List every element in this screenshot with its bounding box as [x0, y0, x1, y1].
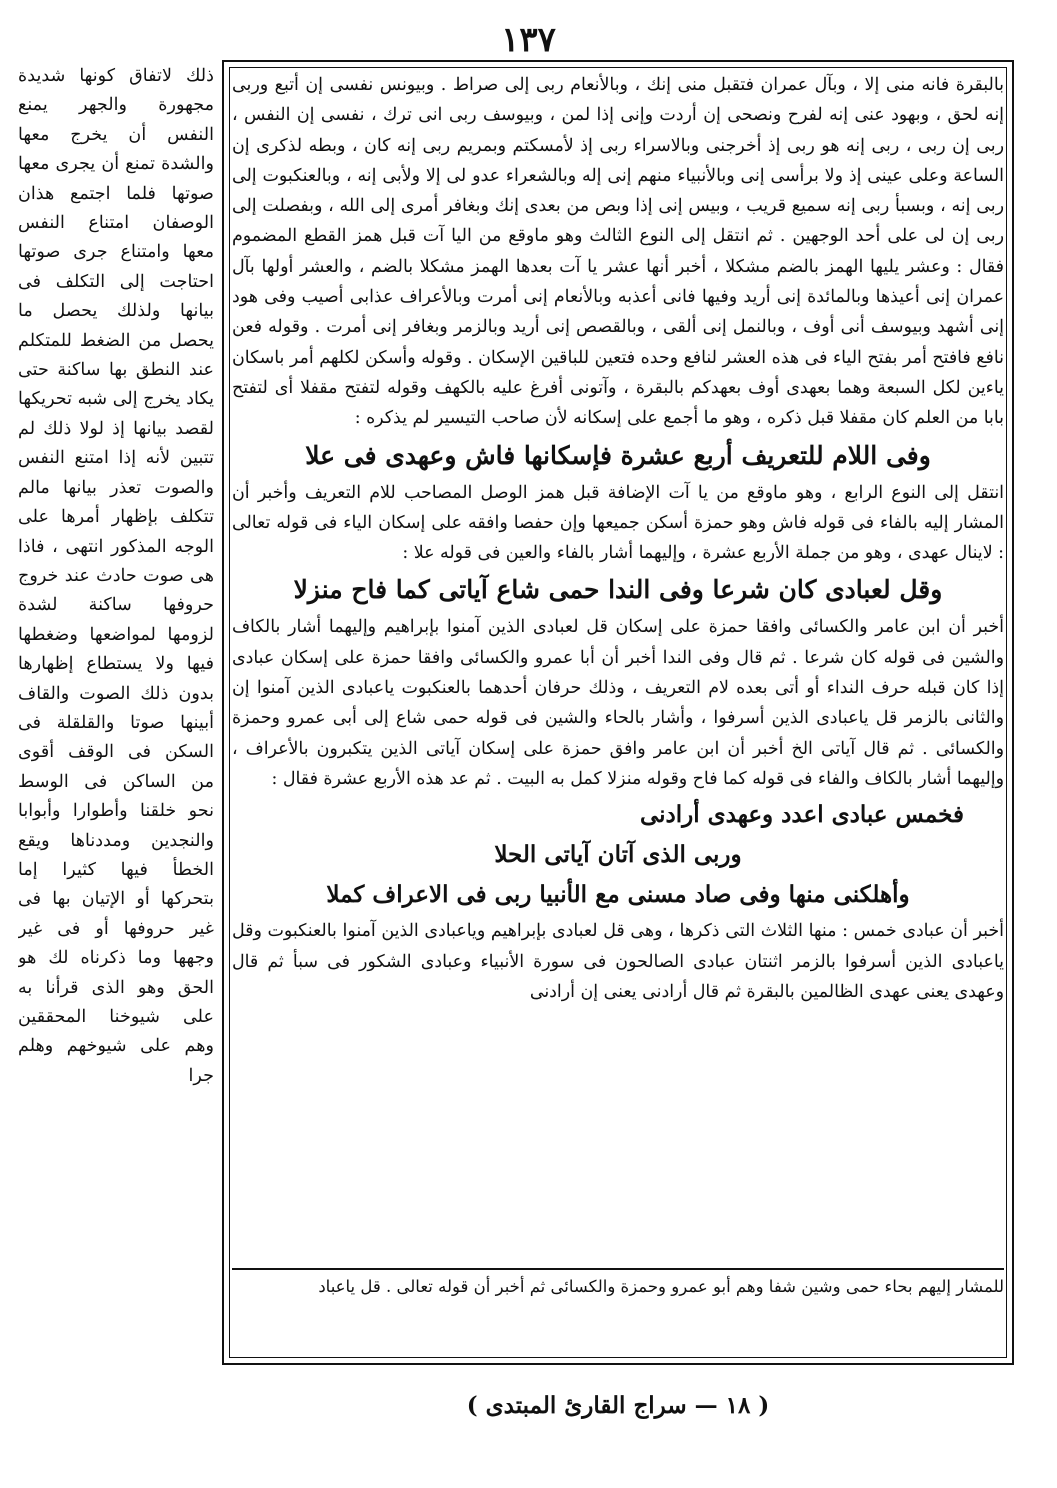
- footnote-text: للمشار إليهم بحاء حمى وشين شفا وهم أبو عمرو وحمزة والكسائى ثم أخبر أن قوله تعالى . قل ياعباد: [318, 1277, 1004, 1296]
- paragraph-2: انتقل إلى النوع الرابع ، وهو ماوقع من يا آت الإضافة قبل همز الوصل المصاحب للام التعريف وأخبر أن المشار إليه بالفاء فى قوله فاش وهو حمزة أسكن جميعها وإن حفصا وافقه على إسكان الياء فى قوله تعالى : لاينال عهدى ، وهو من جملة الأربع عشرة ، وإليهما أشار بالفاء والعين فى قوله علا :: [232, 482, 1004, 564]
- margin-text: ذلك لاتفاق كونها شديدة مجهورة والجهر يمنع النفس أن يخرج معها والشدة تمنع أن يجرى معها صوتها فلما اجتمع هذان الوصفان امتناع النفس معها وامتناع جرى صوتها احتاجت إلى التكلف فى بيانها ولذلك يحصل ما يحصل من الضغط للمتكلم عند النطق بها ساكنة حتى يكاد يخرج إلى شبه تحريكها لقصد بيانها إذ لولا ذلك لم تتبين لأنه إذا امتنع النفس والصوت تعذر بيانها مالم تتكلف بإظهار أمرها على الوجه المذكور انتهى ، فاذا هى صوت حادث عند خروج حروفها ساكنة لشدة لزومها لمواضعها وضغطها فيها ولا يستطاع إظهارها بدون ذلك الصوت والقاف أبينها صوتا والقلقلة فى السكن فى الوقف أقوى من الساكن فى الوسط نحو خلقنا وأطوارا وأبوابا والنجدين ومددناها ويقع الخطأ فيها كثيرا إما بتحركها أو الإتيان بها فى غير حروفها أو فى غير وجهها وما ذكرناه لك هو الحق وهو الذى قرأنا به على شيوخنا المحققين وهم على شيوخهم وهلم جرا: [18, 66, 214, 1086]
- margin-commentary: [18, 62, 214, 1367]
- paragraph-3: أخبر أن ابن عامر والكسائى وافقا حمزة على إسكان قل لعبادى الذين آمنوا بإبراهيم وإليهما أشار بالكاف والشين فى قوله كان شرعا . ثم قال وفى الندا أخبر أن أبا عمرو والكسائى وافقا حمزة على إسكان عبادى إذا كان قبله حرف النداء أو أتى بعده لام التعريف ، وذلك حرفان أحدهما بالعنكبوت ياعبادى الذين آمنوا إن والثانى بالزمر قل ياعبادى الذين أسرفوا ، وأشار بالحاء والشين فى قوله حمى شاع إلى أبى عمرو وحمزة والكسائى . ثم قال آياتى الخ أخبر أن ابن عامر وافق حمزة على إسكان آياتى الذين يتكبرون بالأعراف ، وإليهما أشار بالكاف والفاء فى قوله كما فاح وقوله منزلا كمل به البيت . ثم عد هذه الأربع عشرة فقال :: [232, 617, 1004, 789]
- book-footer: ( ١٨ — سراج القارئ المبتدى ): [466, 1392, 770, 1419]
- verse-2: وقل لعبادى كان شرعا وفى الندا حمى شاع آياتى كما فاح منزلا: [293, 575, 943, 605]
- paragraph-1: بالبقرة فانه منى إلا ، وبآل عمران فتقبل منى إنك ، وبالأنعام ربى إلى صراط . وبيونس نفسى إن أتبع وربى إنه لحق ، وبهود عنى إنه لفرح ونصحى إن أردت وإنى إذا لمن ، وبيوسف ربى انى ترك ، نفسى إن النفس ، ربى إن ربى ، ربى إنه هو ربى إذ أخرجنى وبالاسراء ربى إذ لأمسكتم وبمريم ربى إنه كان ، وبطه لذكرى إن الساعة وعلى عينى إذ ولا برأسى إنى وبالأنبياء منهم إنى إله وبالشعراء عدو لى إلا ولأبى إنه ، وبالعنكبوت إلى ربى إنه ، وبسبأ ربى إنه سميع قريب ، وبيس إنى إذا وبص من بعدى إنك وبغافر أمرى إلى الله ، وبفصلت إلى ربى إن لى على أحد الوجهين . ثم انتقل إلى النوع الثالث وهو ماوقع من اليا آت قبل همز القطع المضموم فقال : وعشر يليها الهمز بالضم مشكلا ، أخبر أنها عشر يا آت بعدها الهمز مشكلا بالضم ، والعشر أولها بآل عمران إنى أعيذها وبالمائدة إنى أريد وفيها فانى أعذبه وبالأنعام إنى أمرت وبالأعراف عذابى أصيب وفى هود إنى أشهد وبيوسف أنى أوف ، وبالنمل إنى ألقى ، وبالقصص إنى أريد وبالزمر وبغافر إنى أمرت . وقوله فعن نافع فافتح أمر بفتح الياء فى هذه العشر لنافع وحده فتعين للباقين الإسكان . وقوله وأسكن لكلهم أمر باسكان ياءين لكل السبعة وهما بعهدى أوف بعهدكم بالبقرة ، وآتونى أفرغ عليه بالكهف وقوله لتفتح مقفلا أى لتفتح بابا من العلم كان مقفلا قبل ذكره ، وهو ما أجمع على إسكانه لأن صاحب التيسير لم يذكره :: [232, 75, 1004, 429]
- verse-1: وفى اللام للتعريف أربع عشرة فإسكانها فاش وعهدى فى علا: [305, 440, 931, 470]
- footnote-divider: [232, 1268, 1004, 1270]
- paragraph-4: أخبر أن عبادى خمس : منها الثلاث التى ذكرها ، وهى قل لعبادى بإبراهيم وياعبادى الذين آمنوا بالعنكبوت وقل ياعبادى الذين أسرفوا بالزمر اثنتان عبادى الصالحون فى سورة الأنبياء وعبادى الشكور فى سبأ ثم قال وعهدى يعنى عهدى الظالمين بالبقرة ثم قال أرادنى يعنى إن أرادنى: [232, 921, 1004, 1002]
- verse-5: وأهلكنى منها وفى صاد مسنى مع الأنبيا ربى فى الاعراف كملا: [326, 881, 910, 909]
- main-text-block: [232, 70, 1004, 1266]
- verse-4: وربى الذى آتان آياتى الحلا: [494, 841, 742, 869]
- page-number: ١٣٧: [501, 20, 556, 60]
- verse-3: فخمس عبادى اعدد وعهدى أرادنى: [639, 801, 964, 829]
